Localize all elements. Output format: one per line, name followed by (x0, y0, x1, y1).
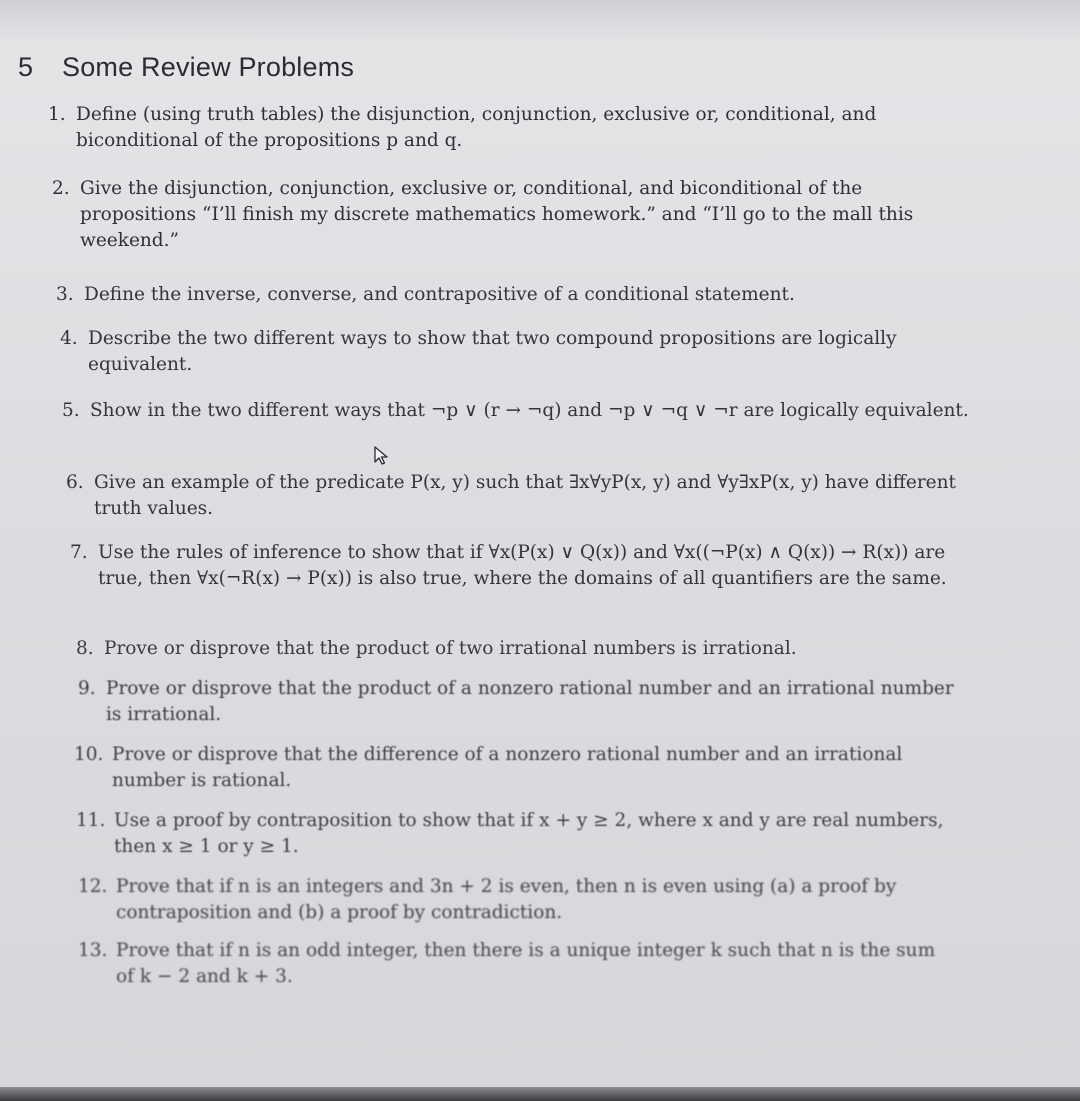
problem-number: 13. (78, 940, 108, 961)
problem-text: Show in the two different ways that ¬p ∨ (r → ¬q) and ¬p ∨ ¬q ∨ ¬r are logically equivalent. (90, 400, 969, 421)
problem-item (48, 102, 983, 154)
problem-text: Use a proof by contraposition to show that if x + y ≥ 2, where x and y are real numbers, then x ≥ 1 or y ≥ 1. (114, 810, 944, 857)
problem-number: 2. (52, 178, 70, 199)
problem-item (78, 938, 953, 990)
problem-number: 1. (48, 104, 66, 125)
problem-item (52, 176, 982, 254)
problem-number: 8. (76, 638, 94, 659)
problem-text: Use the rules of inference to show that if ∀x(P(x) ∨ Q(x)) and ∀x((¬P(x) ∧ Q(x)) → R(x)) are true, then ∀x(¬R(x) → P(x)) is also true, where the domains of all quantifiers are the same. (98, 542, 947, 589)
problem-number: 6. (66, 472, 84, 493)
problem-text: Prove that if n is an integers and 3n + 2 is even, then n is even using (a) a proof by contraposition and (b) a proof by contradiction. (116, 876, 897, 923)
problem-number: 9. (78, 678, 96, 699)
problem-text: Define the inverse, converse, and contrapositive of a conditional statement. (84, 284, 795, 305)
section-number: 5 (18, 52, 34, 82)
problem-number: 12. (78, 876, 108, 897)
problem-text: Give an example of the predicate P(x, y) such that ∃x∀yP(x, y) and ∀y∃xP(x, y) have different truth values. (94, 472, 956, 519)
problem-text: Prove that if n is an odd integer, then there is a unique integer k such that n is the sum of k − 2 and k + 3. (116, 940, 936, 987)
problem-text: Describe the two different ways to show that two compound propositions are logically equivalent. (88, 328, 897, 375)
screen-top-edge (0, 0, 1080, 40)
problem-number: 4. (60, 328, 78, 349)
problem-item (56, 282, 976, 308)
problem-text: Define (using truth tables) the disjunction, conjunction, exclusive or, conditional, and biconditional of the propositions p and q. (76, 104, 877, 151)
problem-number: 10. (74, 744, 104, 765)
section-title: Some Review Problems (62, 52, 355, 82)
problem-number: 7. (70, 542, 88, 563)
problem-item (66, 470, 971, 522)
section-header (18, 52, 354, 83)
problem-item (78, 874, 953, 926)
problem-item (62, 398, 972, 424)
problem-item (70, 540, 965, 592)
problem-text: Prove or disprove that the product of a nonzero rational number and an irrational number is irrational. (106, 678, 954, 725)
problem-number: 11. (76, 810, 106, 831)
problem-item (76, 808, 956, 860)
problem-text: Give the disjunction, conjunction, exclusive or, conditional, and biconditional of the propositions “I’ll finish my discrete mathematics homework.” and “I’ll go to the mall this weekend.” (80, 178, 914, 251)
screen-bottom-edge (0, 1087, 1080, 1101)
problem-item (60, 326, 975, 378)
mouse-pointer-icon (374, 446, 390, 466)
problem-item (78, 676, 958, 728)
problem-text: Prove or disprove that the product of two irrational numbers is irrational. (104, 638, 797, 659)
problem-number: 5. (62, 400, 80, 421)
problem-number: 3. (56, 284, 74, 305)
problem-item (74, 742, 959, 794)
problem-item (76, 636, 961, 662)
problem-text: Prove or disprove that the difference of a nonzero rational number and an irrational number is rational. (112, 744, 903, 791)
